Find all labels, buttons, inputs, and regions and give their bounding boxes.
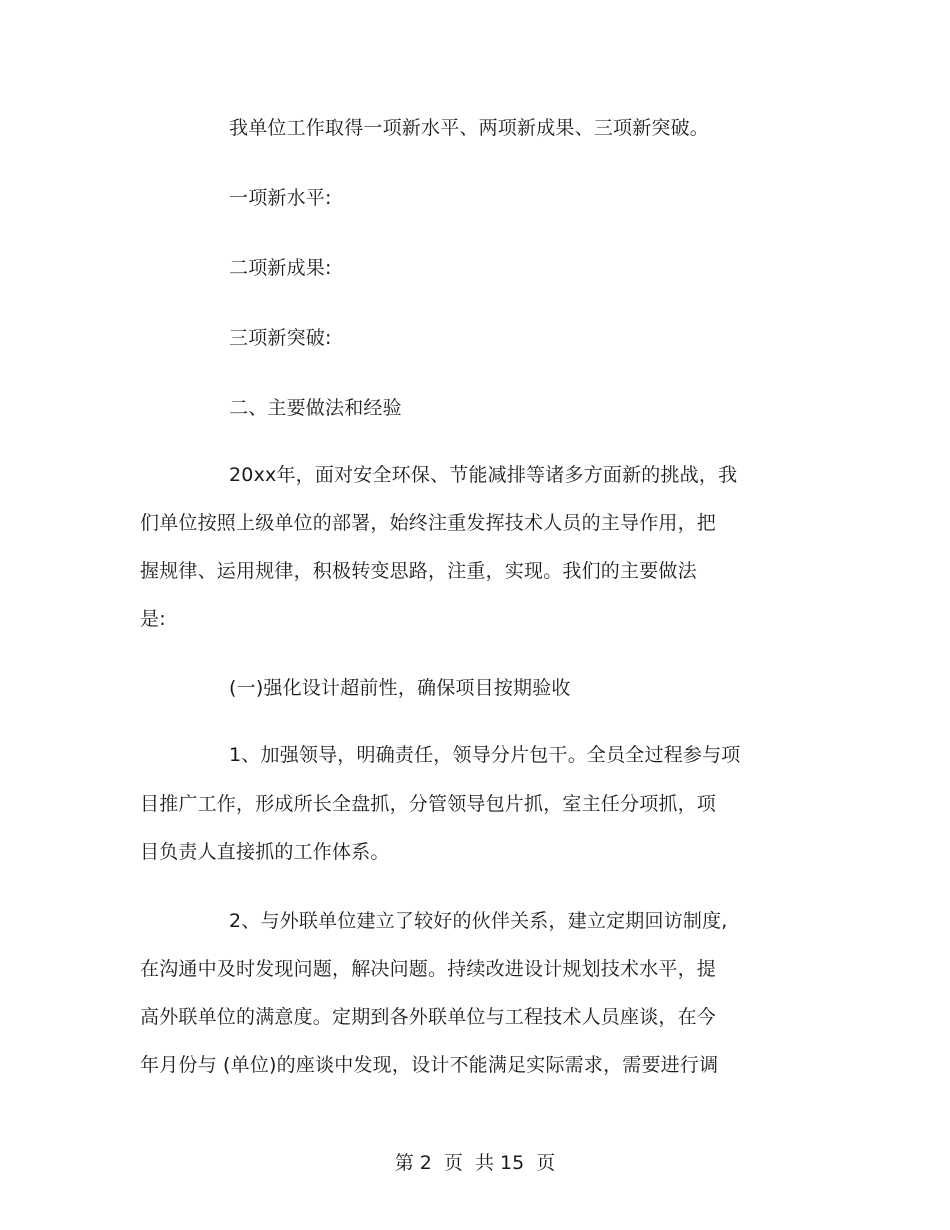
item-new-results: 二项新成果: [229,257,332,279]
paragraph-line: 1、加强领导，明确责任，领导分片包干。全员全过程参与项 [229,744,741,766]
paragraph-line: 年月份与 (单位)的座谈中发现，设计不能满足实际需求，需要进行调 [140,1054,719,1076]
page-number-footer: 第 2 页 共 15 页 [394,1152,556,1174]
paragraph-line: 是: [140,608,166,630]
paragraph-line: 20xx年，面对安全环保、节能减排等诸多方面新的挑战，我 [229,464,738,486]
paragraph-line: 握规律、运用规律，积极转变思路，注重，实现。我们的主要做法 [140,560,697,582]
item-new-breakthroughs: 三项新突破: [229,327,332,349]
paragraph-line: 目推广工作，形成所长全盘抓，分管领导包片抓，室主任分项抓，项 [140,793,717,815]
paragraph-line: 高外联单位的满意度。定期到各外联单位与工程技术人员座谈，在今 [140,1006,717,1028]
paragraph-line: 2、与外联单位建立了较好的伙伴关系，建立定期回访制度, [229,910,728,932]
paragraph-intro: 我单位工作取得一项新水平、两项新成果、三项新突破。 [229,117,710,139]
paragraph-line: 在沟通中及时发现问题，解决问题。持续改进设计规划技术水平，提 [140,958,717,980]
paragraph-line: 们单位按照上级单位的部署，始终注重发挥技术人员的主导作用，把 [140,512,717,534]
subsection-heading: (一)强化设计超前性，确保项目按期验收 [229,677,571,699]
item-new-level: 一项新水平: [229,187,332,209]
section-heading: 二、主要做法和经验 [229,397,402,419]
paragraph-line: 目负责人直接抓的工作体系。 [140,841,390,863]
